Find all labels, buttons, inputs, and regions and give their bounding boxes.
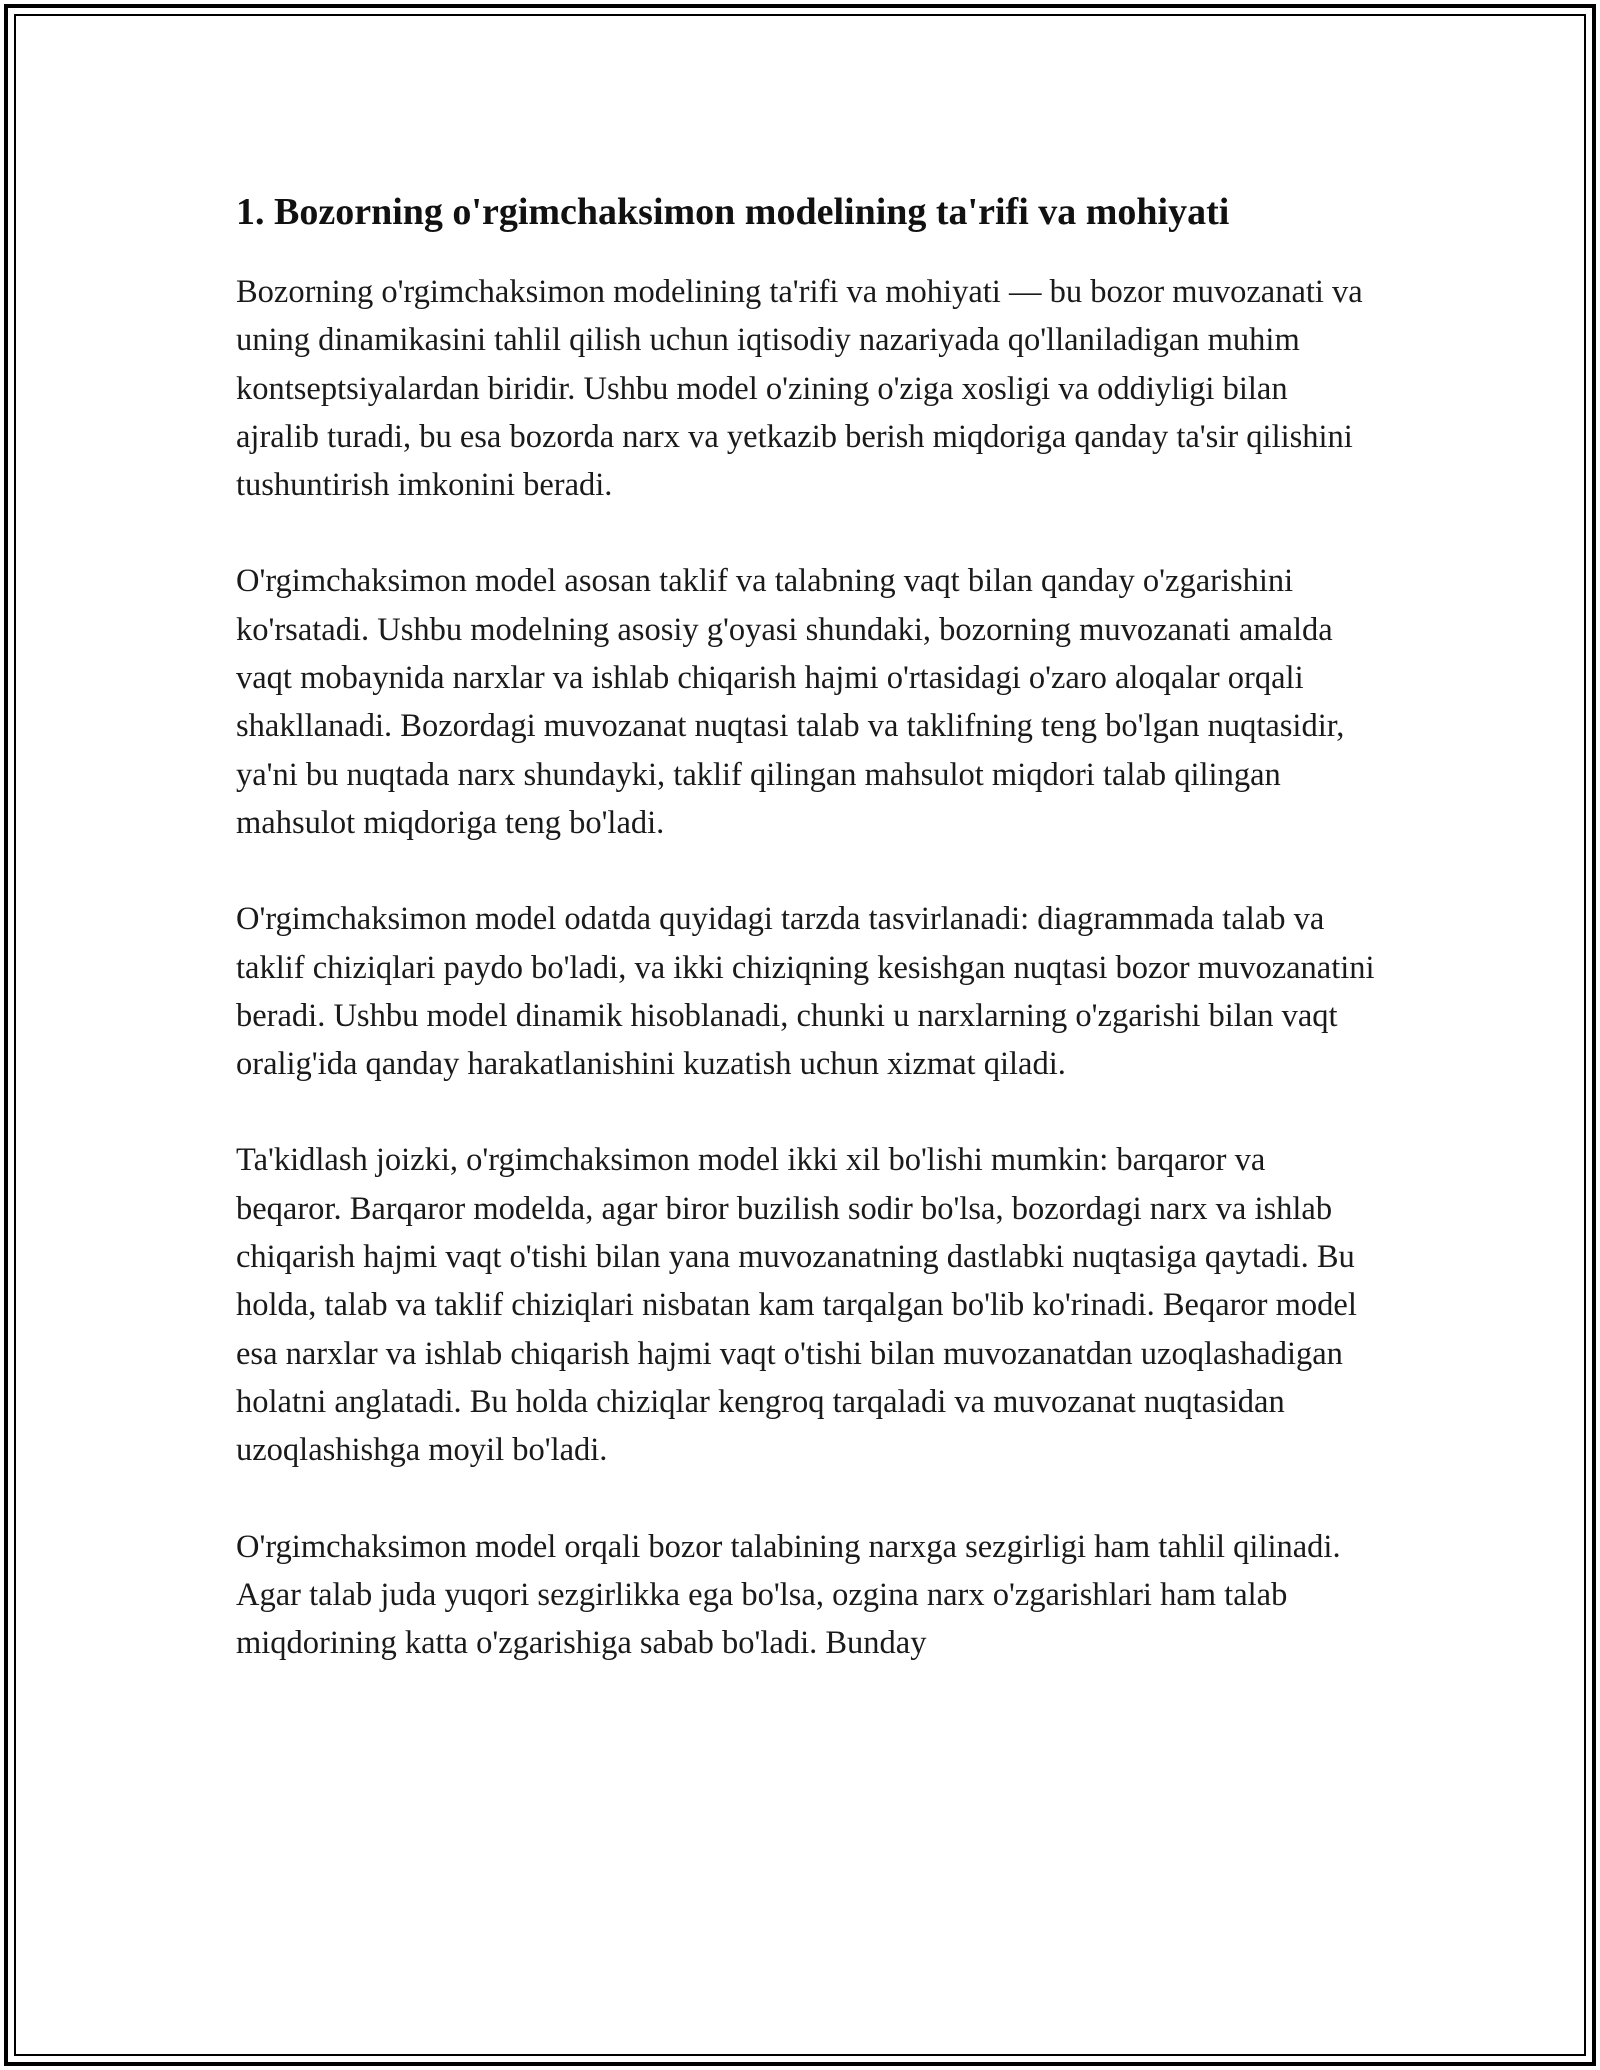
paragraph-5: O'rgimchaksimon model orqali bozor talabining narxga sezgirligi ham tahlil qilinadi. Agar talab juda yuqori sezgirlikka ega bo'lsa, ozgina narx o'zgarishlari ham talab miqdorining katta o'zgarishiga sabab bo'ladi. Bunday: [236, 1528, 1341, 1662]
paragraph-3: O'rgimchaksimon model odatda quyidagi tarzda tasvirlanadi: diagrammada talab va taklif chiziqlari paydo bo'ladi, va ikki chiziqning kesishgan nuqtasi bozor muvozanatini beradi. Ushbu model dinamik hisoblanadi, chunki u narxlarning o'zgarishi bilan vaqt oralig'ida qanday harakatlanishini kuzatish uchun xizmat qiladi.: [236, 901, 1375, 1083]
paragraph-4: Ta'kidlash joizki, o'rgimchaksimon model ikki xil bo'lishi mumkin: barqaror va beqaror. Barqaror modelda, agar biror buzilish sodir bo'lsa, bozordagi narx va ishlab chiqarish hajmi vaqt o'tishi bilan yana muvozanatning dastlabki nuqtasiga qaytadi. Bu holda, talab va taklif chiziqlari nisbatan kam tarqalgan bo'lib ko'rinadi. Beqaror model esa narxlar va ishlab chiqarish hajmi vaqt o'tishi bilan muvozanatdan uzoqlashadigan holatni anglatadi. Bu holda chiziqlar kengroq tarqaladi va muvozanat nuqtasidan uzoqlashishga moyil bo'ladi.: [236, 1142, 1357, 1469]
paragraph-2: O'rgimchaksimon model asosan taklif va talabning vaqt bilan qanday o'zgarishini ko'rsatadi. Ushbu modelning asosiy g'oyasi shundaki, bozorning muvozanati amalda vaqt mobaynida narxlar va ishlab chiqarish hajmi o'rtasidagi o'zaro aloqalar orqali shakllanadi. Bozordagi muvozanat nuqtasi talab va taklifning teng bo'lgan nuqtasidir, ya'ni bu nuqtada narx shundayki, taklif qilingan mahsulot miqdori talab qilingan mahsulot miqdoriga teng bo'ladi.: [236, 563, 1345, 841]
paragraph-1: Bozorning o'rgimchaksimon modelining ta'rifi va mohiyati — bu bozor muvozanati va uning dinamikasini tahlil qilish uchun iqtisodiy nazariyada qo'llaniladigan muhim kontseptsiyalardan biridir. Ushbu model o'zining o'ziga xosligi va oddiyligi bilan ajralib turadi, bu esa bozorda narx va yetkazib berish miqdoriga qanday ta'sir qilishini tushuntirish imkonini beradi.: [236, 274, 1363, 504]
document-body: [236, 186, 1376, 1715]
section-heading: 1. Bozorning o'rgimchaksimon modelining ta'rifi va mohiyati: [236, 191, 1230, 233]
